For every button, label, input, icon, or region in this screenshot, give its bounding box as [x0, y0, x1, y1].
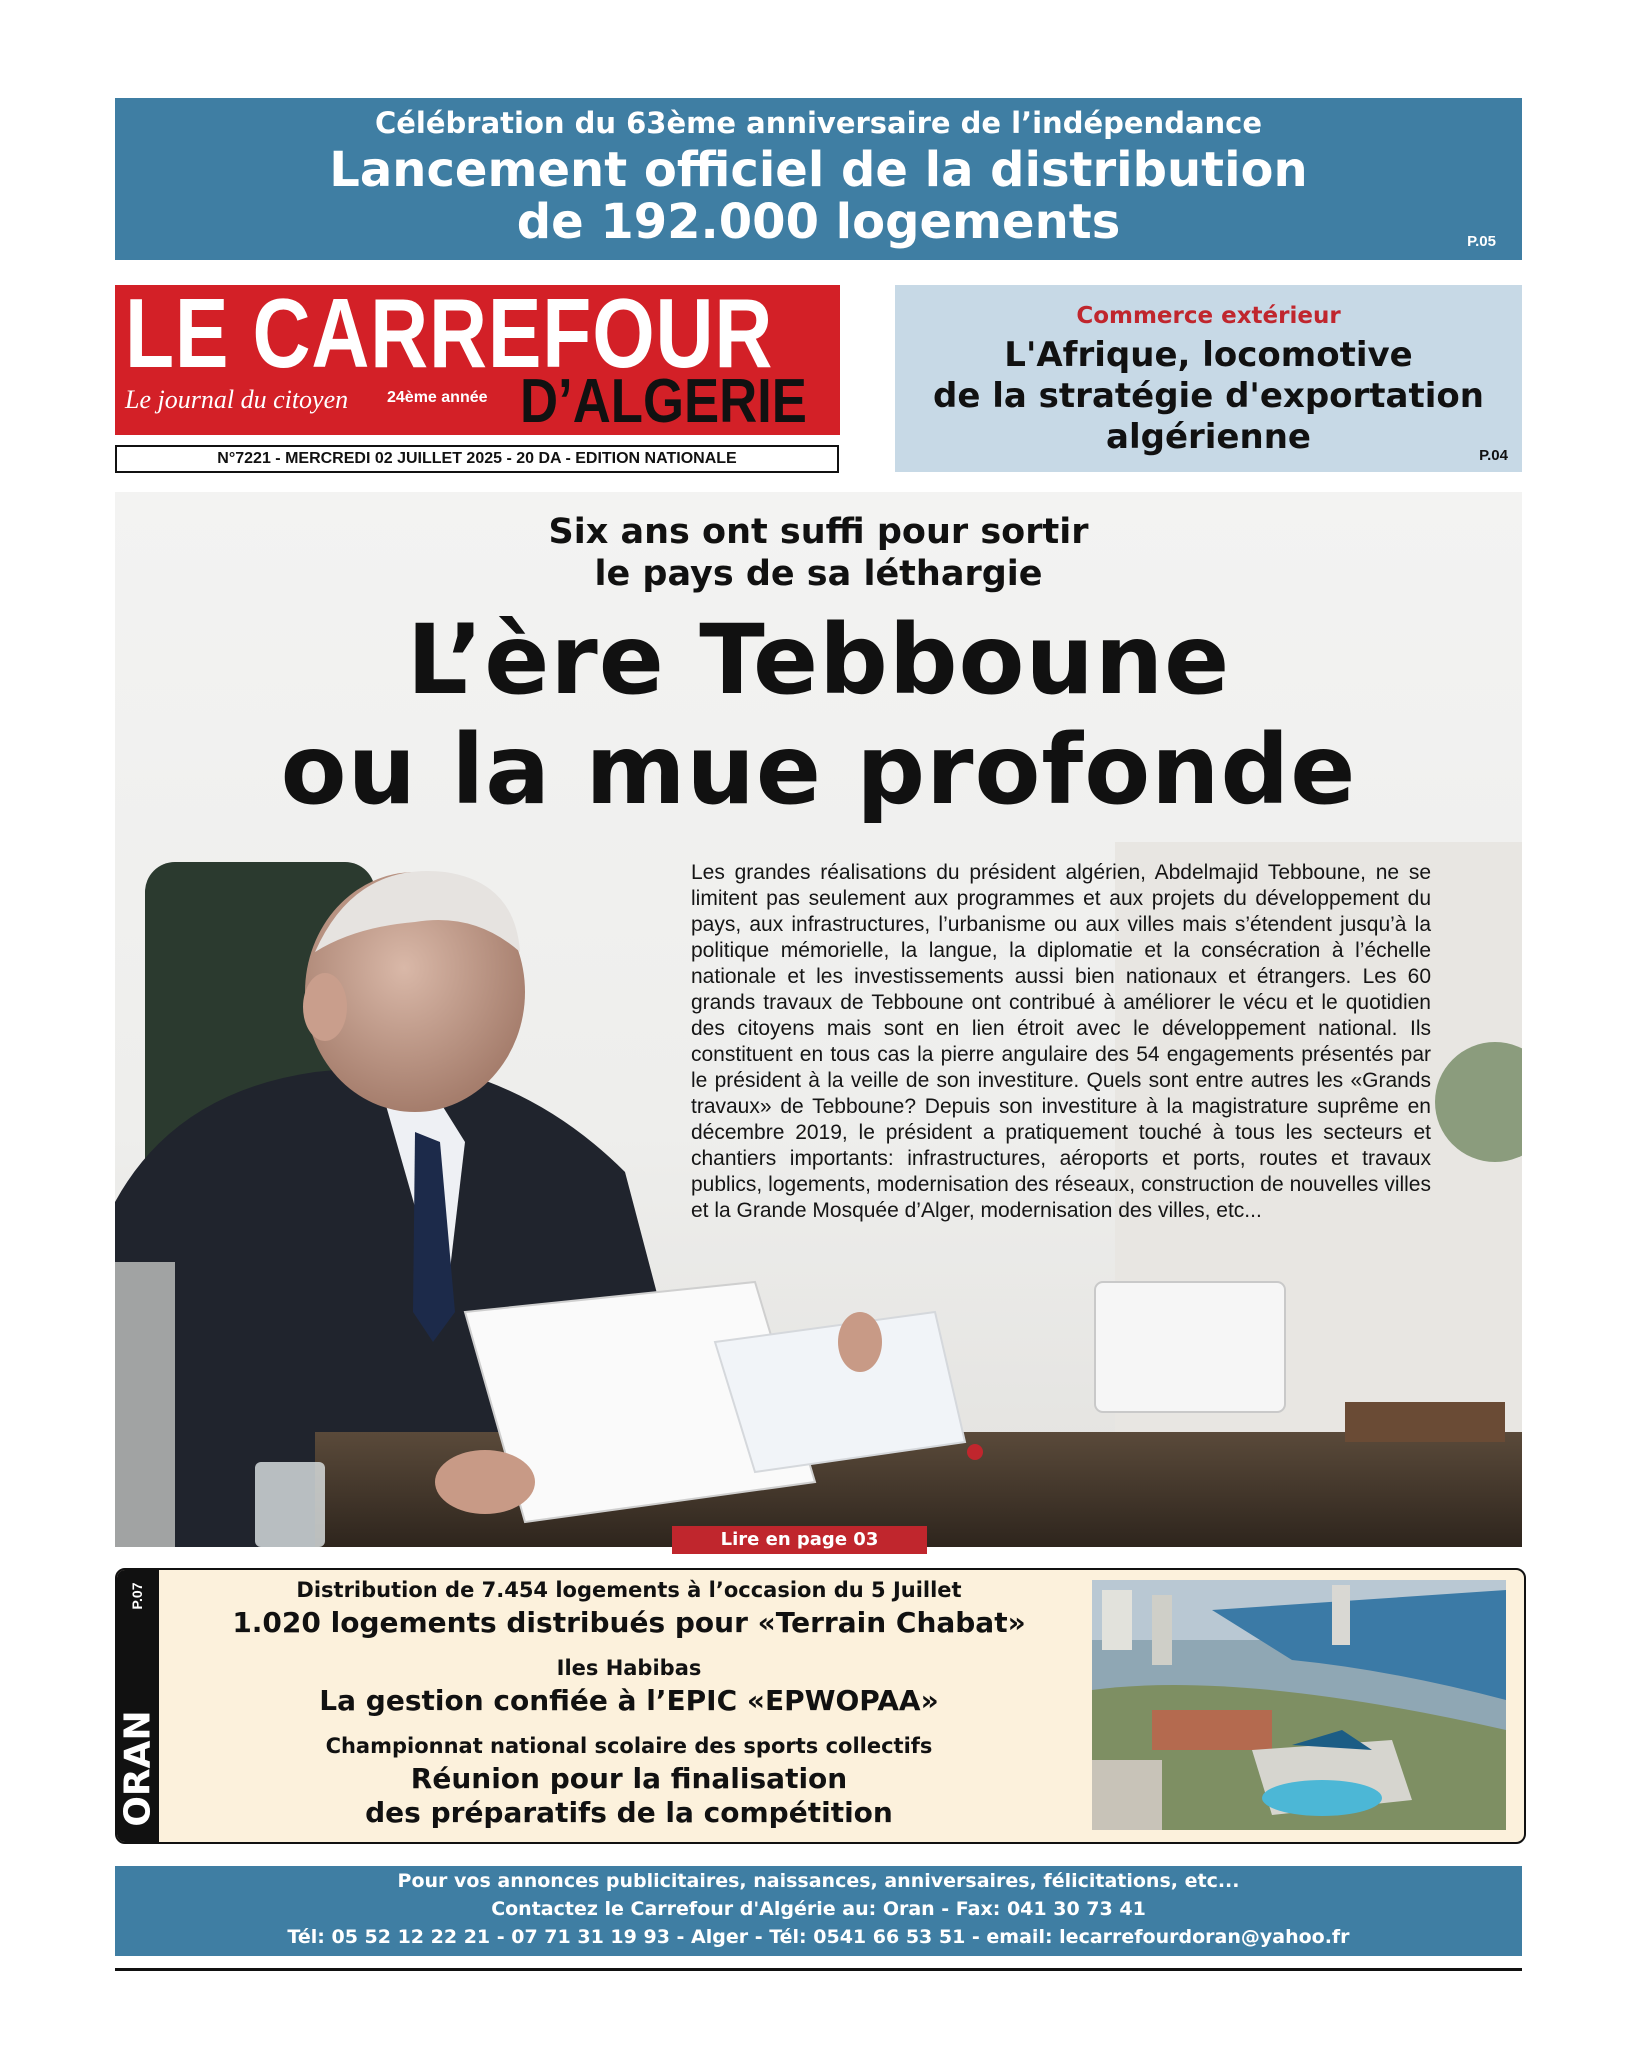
side-story-headline-line2: de la stratégie d'exportation	[933, 376, 1484, 416]
side-story-page-ref: P.04	[1479, 447, 1508, 464]
top-banner-kicker: Célébration du 63ème anniversaire de l’indépendance	[374, 106, 1263, 140]
side-story-headline-line1: L'Afrique, locomotive	[1004, 335, 1413, 375]
main-story[interactable]	[115, 492, 1522, 1547]
oran-story1-kicker: Distribution de 7.454 logements à l’occasion du 5 Juillet	[296, 1578, 962, 1602]
main-subhead-line2: le pays de sa léthargie	[594, 554, 1043, 594]
bottom-rule	[115, 1968, 1522, 1971]
main-subhead-line1: Six ans ont suffi pour sortir	[548, 512, 1089, 552]
oran-aerial-photo	[1092, 1580, 1506, 1830]
oran-story3-kicker: Championnat national scolaire des sports collectifs	[325, 1734, 933, 1758]
main-headline-line2: ou la mue profonde	[280, 714, 1357, 826]
side-story-headline-line3: algérienne	[1106, 417, 1311, 457]
brand-slogan: Le journal du citoyen	[125, 385, 349, 414]
oran-story3-headline-line1[interactable]: Réunion pour la finalisation	[410, 1762, 848, 1795]
brand-line2: D’ALGERIE	[520, 367, 807, 435]
footer-ad-box[interactable]	[115, 1866, 1522, 1956]
oran-label: ORAN	[117, 1710, 159, 1827]
top-banner-headline-line1: Lancement officiel de la distribution	[329, 142, 1308, 198]
footer-line1: Pour vos annonces publicitaires, naissances, anniversaires, félicitations, etc...	[397, 1870, 1240, 1892]
oran-story1-headline[interactable]: 1.020 logements distribués pour «Terrain Chabat»	[232, 1606, 1026, 1639]
oran-story3-headline-line2[interactable]: des préparatifs de la compétition	[365, 1796, 893, 1829]
top-banner-page-ref: P.05	[1467, 233, 1496, 250]
read-more-link[interactable]: Lire en page 03	[672, 1526, 927, 1554]
side-story-box[interactable]	[895, 285, 1522, 472]
footer-line3: Tél: 05 52 12 22 21 - 07 71 31 19 93 - Alger - Tél: 0541 66 53 51 - email: lecarrefourdoran@yahoo.fr	[287, 1926, 1350, 1948]
oran-tab	[117, 1570, 159, 1842]
top-banner[interactable]	[115, 98, 1522, 260]
oran-story2-headline[interactable]: La gestion confiée à l’EPIC «EPWOPAA»	[319, 1684, 939, 1717]
oran-section[interactable]	[115, 1568, 1526, 1844]
masthead-logo[interactable]	[115, 285, 840, 435]
issue-line: N°7221 - MERCREDI 02 JUILLET 2025 - 20 DA - EDITION NATIONALE	[115, 445, 839, 473]
main-story-body: Les grandes réalisations du président algérien, Abdelmajid Tebboune, ne se limitent pas seulement aux programmes et aux projets du développement du pays, aux infrastructures, l’urbanisme ou aux villes mais s’étendent jusqu’à la politique mémorielle, la langue, la diplomatie et la consécration à l’échelle nationale et les investissements aussi bien nationaux et étrangers. Les 60 grands travaux de Tebboune ont contribué à améliorer le vécu et le quotidien des citoyens mais sont en lien étroit avec le développement national. Ils constituent en tous cas la pierre angulaire des 54 engagements présentés par le président à la veille de son investiture. Quels sont entre autres les «Grands travaux» de Tebboune? Depuis son investiture à la magistrature suprême en décembre 2019, le président a pratiquement touché à tous les secteurs et chantiers importants: infrastructures, aéroports et ports, routes et travaux publics, logements, modernisation des réseaux, construction de nouvelles villes et la Grande Mosquée d’Alger, modernisation des villes, etc...	[691, 861, 1431, 1222]
oran-story2-kicker: Iles Habibas	[556, 1656, 702, 1680]
oran-page-ref: P.07	[129, 1582, 145, 1610]
main-headline-line1: L’ère Tebboune	[406, 604, 1231, 716]
top-banner-headline-line2: de 192.000 logements	[516, 194, 1121, 250]
brand-line1: LE CARREFOUR	[125, 285, 774, 388]
side-story-kicker: Commerce extérieur	[1076, 303, 1341, 329]
brand-year: 24ème année	[387, 389, 488, 406]
footer-line2: Contactez le Carrefour d'Algérie au: Oran - Fax: 041 30 73 41	[491, 1898, 1146, 1920]
